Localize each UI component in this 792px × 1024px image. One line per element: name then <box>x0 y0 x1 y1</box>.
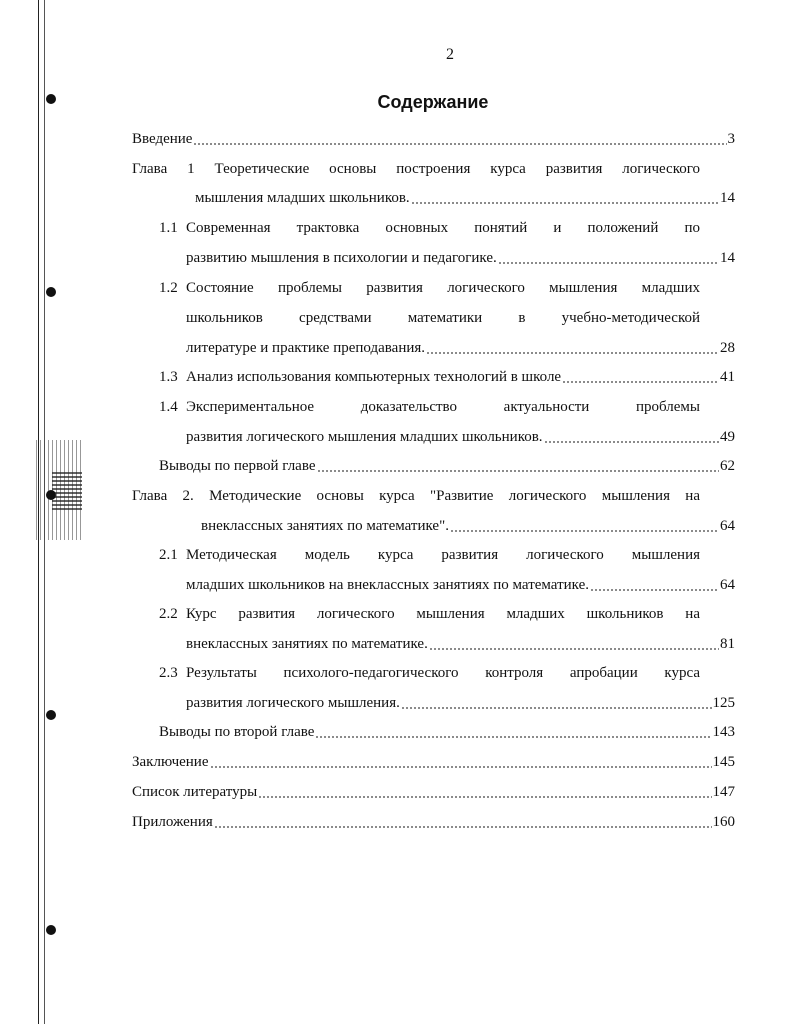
scan-noise <box>52 470 82 510</box>
section-title: Современная трактовка основных понятий и положений по <box>186 220 700 236</box>
section-number: 2.3 <box>159 665 178 681</box>
section-title: Курс развития логического мышления младших школьников на <box>186 606 700 622</box>
chapter-title-cont: мышления младших школьников. <box>195 190 410 206</box>
leader-dots <box>426 352 719 354</box>
toc-section-2-1-num <box>159 544 178 566</box>
toc-entry-page: 62 <box>720 458 735 474</box>
leader-dots <box>315 736 711 738</box>
section-title: Состояние проблемы развития логического мышления младших <box>186 280 700 296</box>
toc-entry-page: 14 <box>720 190 735 206</box>
leader-dots <box>401 707 712 709</box>
leader-dots <box>498 262 719 264</box>
toc-section-1-4-line1 <box>186 396 700 418</box>
punch-hole <box>46 710 56 720</box>
toc-entry-page: 3 <box>727 131 735 147</box>
toc-entry-page: 64 <box>720 518 735 534</box>
section-title-cont: школьников средствами математики в учебно-методической <box>186 310 700 326</box>
section-number: 1.4 <box>159 399 178 415</box>
chapter-title: Методические основы курса "Развитие логического мышления на <box>209 488 700 504</box>
leader-dots <box>317 470 720 472</box>
toc-section-1-4-line2 <box>186 426 735 448</box>
toc-section-1-1-num <box>159 217 178 239</box>
toc-entry-text: Приложения <box>132 814 213 830</box>
section-title-cont: внеклассных занятиях по математике. <box>186 636 428 652</box>
toc-section-1-2-line1 <box>186 277 700 299</box>
toc-entry-page: 143 <box>712 724 735 740</box>
toc-entry-page: 125 <box>712 695 735 711</box>
section-title: Экспериментальное доказательство актуальности проблемы <box>186 399 700 415</box>
leader-dots <box>562 381 719 383</box>
leader-dots <box>214 826 712 828</box>
toc-entry-page: 28 <box>720 340 735 356</box>
leader-dots <box>411 202 719 204</box>
toc-entry-conclusions-1 <box>159 455 735 477</box>
section-number: 2.1 <box>159 547 178 563</box>
toc-section-1-3-num <box>159 366 178 388</box>
toc-entry-text: Список литературы <box>132 784 258 800</box>
leader-dots <box>429 648 719 650</box>
punch-hole <box>46 925 56 935</box>
chapter-title-cont: внеклассных занятиях по математике". <box>201 518 449 534</box>
toc-entry-conclusions-2 <box>159 721 735 743</box>
leader-dots <box>544 441 719 443</box>
toc-entry-page: 160 <box>712 814 735 830</box>
toc-entry-page: 145 <box>712 754 735 770</box>
page-title: Содержание <box>377 92 489 112</box>
section-number: 1.3 <box>159 369 178 385</box>
toc-entry-page: 81 <box>720 636 735 652</box>
toc-entry-page: 147 <box>712 784 735 800</box>
leader-dots <box>590 589 719 591</box>
toc-entry-page: 41 <box>720 369 735 385</box>
toc-section-1-1-line2 <box>186 247 735 269</box>
toc-entry-page: 64 <box>720 577 735 593</box>
leader-dots <box>450 530 719 532</box>
toc-chapter-2-line1 <box>132 485 700 507</box>
toc-section-1-2-line3 <box>186 337 735 359</box>
page-number: 2 <box>446 46 454 63</box>
toc-section-2-3-line1 <box>186 662 700 684</box>
section-number: 1.2 <box>159 280 178 296</box>
section-title-cont: литературе и практике преподавания. <box>186 340 426 356</box>
toc-entry-page: 14 <box>720 250 735 266</box>
section-number: 2.2 <box>159 606 178 622</box>
section-title-cont: младших школьников на внеклассных занятиях по математике. <box>186 577 589 593</box>
toc-section-2-3-line2 <box>186 692 735 714</box>
toc-entry-text: Выводы по второй главе <box>159 724 315 740</box>
punch-hole <box>46 490 56 500</box>
chapter-label: Глава 1 <box>132 161 195 177</box>
section-number: 1.1 <box>159 220 178 236</box>
toc-section-1-3-line1 <box>186 366 735 388</box>
toc-section-1-1-line1 <box>186 217 700 239</box>
toc-section-2-3-num <box>159 662 178 684</box>
section-title-cont: развития логического мышления. <box>186 695 400 711</box>
toc-chapter-2-line2 <box>201 515 735 537</box>
toc-entry-intro <box>132 128 735 150</box>
punch-hole <box>46 94 56 104</box>
toc-section-2-2-line1 <box>186 603 700 625</box>
section-title: Результаты психолого-педагогического контроля апробации курса <box>186 665 700 681</box>
toc-section-1-2-num <box>159 277 178 299</box>
leader-dots <box>258 796 711 798</box>
punch-hole <box>46 287 56 297</box>
toc-entry-text: Введение <box>132 131 193 147</box>
toc-entry-appendices <box>132 811 735 833</box>
section-title: Методическая модель курса развития логического мышления <box>186 547 700 563</box>
leader-dots <box>193 143 726 145</box>
toc-entry-text: Заключение <box>132 754 209 770</box>
toc-section-2-1-line1 <box>186 544 700 566</box>
leader-dots <box>210 766 712 768</box>
section-title-cont: развитию мышления в психологии и педагогике. <box>186 250 497 266</box>
toc-section-2-1-line2 <box>186 574 735 596</box>
section-title-cont: развития логического мышления младших школьников. <box>186 429 543 445</box>
toc-chapter-1-line1 <box>132 158 700 180</box>
toc-entry-text: Выводы по первой главе <box>159 458 316 474</box>
toc-entry-conclusion <box>132 751 735 773</box>
toc-entry-page: 49 <box>720 429 735 445</box>
toc-chapter-1-line2 <box>195 187 735 209</box>
toc-section-2-2-line2 <box>186 633 735 655</box>
toc-section-2-2-num <box>159 603 178 625</box>
toc-section-1-2-line2 <box>186 307 700 329</box>
chapter-title: Теоретические основы построения курса развития логического <box>214 161 701 177</box>
section-title: Анализ использования компьютерных технологий в школе <box>186 369 562 385</box>
toc-section-1-4-num <box>159 396 178 418</box>
toc-entry-references <box>132 781 735 803</box>
chapter-label: Глава 2. <box>132 488 194 504</box>
